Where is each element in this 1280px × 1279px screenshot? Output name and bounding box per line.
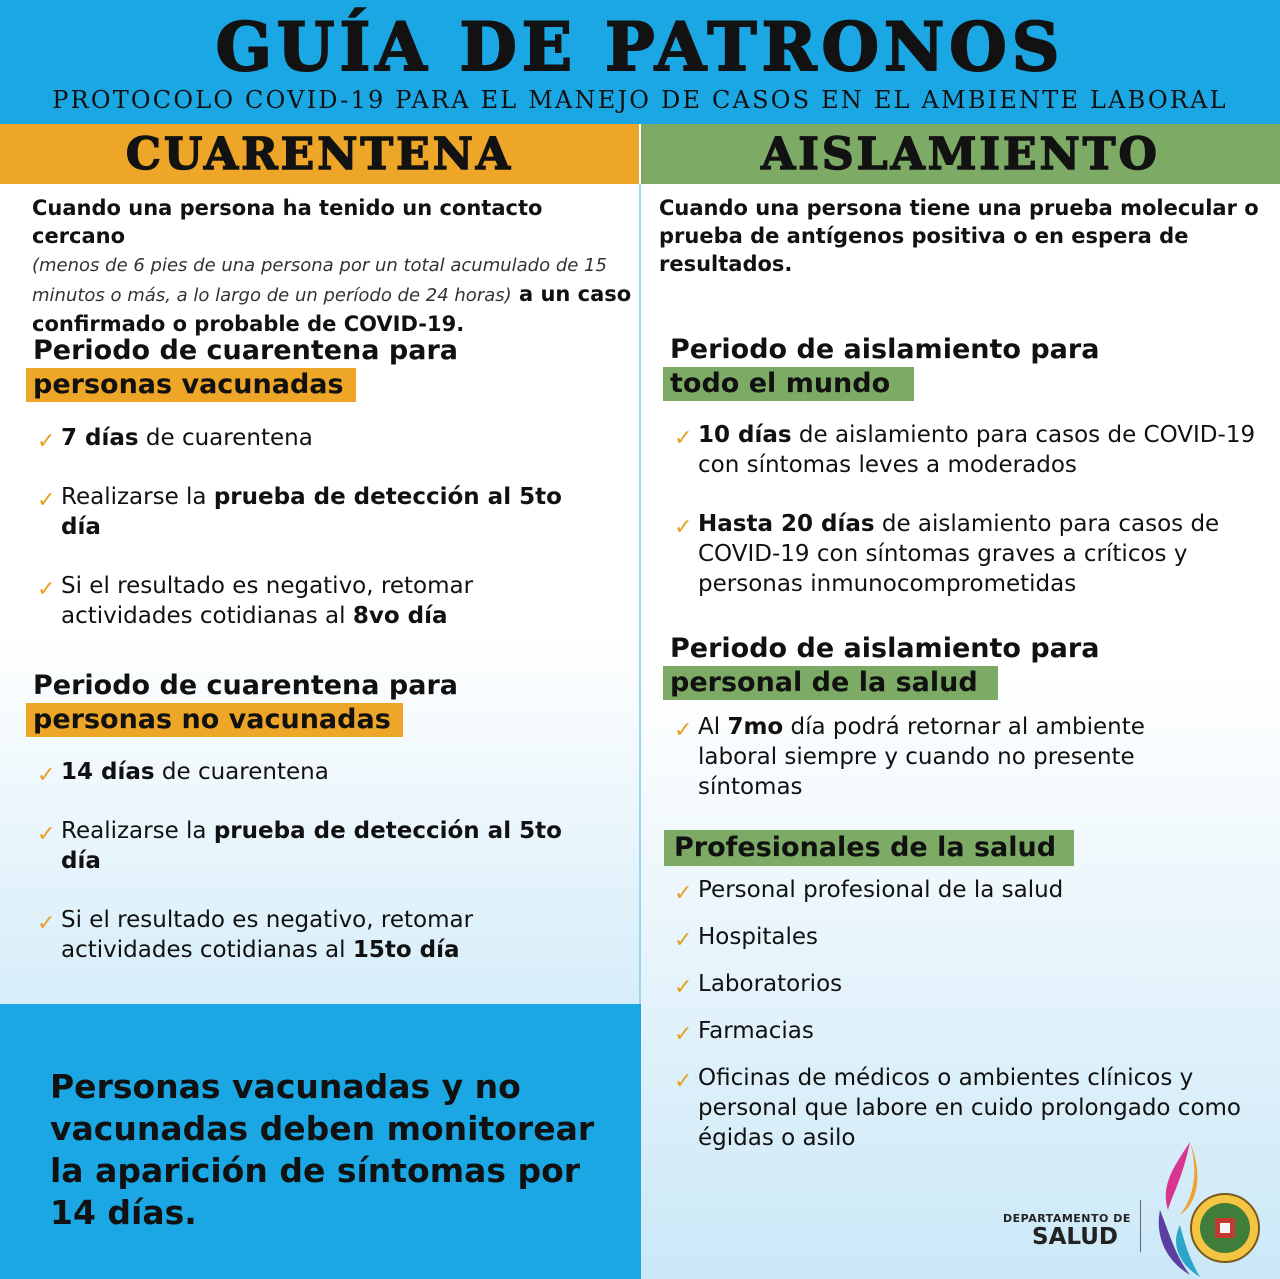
bold-text: prueba de detección al 5to día bbox=[61, 818, 562, 874]
intro-lead: Cuando una persona ha tenido un contacto cercano bbox=[32, 196, 543, 248]
list-item bbox=[33, 482, 593, 542]
list-item bbox=[33, 423, 593, 453]
list-item bbox=[670, 420, 1260, 480]
item-text: de aislamiento para casos de COVID-19 con síntomas graves a críticos y personas inmunocomprometidas bbox=[698, 511, 1220, 597]
section-title-line1: Periodo de cuarentena para bbox=[33, 335, 458, 366]
footer-message: Personas vacunadas y no vacunadas deben monitorear la aparición de síntomas por 14 días. bbox=[50, 1067, 595, 1232]
check-icon: ✓ bbox=[674, 928, 693, 953]
no-vacunadas-section-title bbox=[33, 669, 458, 737]
list-item bbox=[33, 816, 593, 876]
item-text: Si el resultado es negativo, retomar actividades cotidianas al bbox=[61, 907, 474, 963]
no-vacunadas-list bbox=[33, 757, 593, 965]
list-item bbox=[670, 922, 1250, 952]
check-icon: ✓ bbox=[37, 763, 56, 788]
header-banner bbox=[0, 0, 1280, 124]
item-text: de cuarentena bbox=[138, 425, 313, 451]
logo-separator bbox=[1140, 1200, 1141, 1252]
item-text: Realizarse la bbox=[61, 484, 214, 510]
logo-name-text: SALUD bbox=[1032, 1224, 1118, 1250]
bold-text: 10 días bbox=[698, 422, 792, 448]
list-item bbox=[33, 757, 593, 787]
bold-text: Hasta 20 días bbox=[698, 511, 875, 537]
section-title-highlight: todo el mundo bbox=[663, 367, 914, 401]
intro-tail: a un caso confirmado o probable de COVID-19. bbox=[32, 282, 632, 336]
bold-text: prueba de detección al 5to día bbox=[61, 484, 562, 540]
item-text: Laboratorios bbox=[698, 971, 843, 997]
section-title-line1: Periodo de aislamiento para bbox=[670, 633, 1100, 664]
check-icon: ✓ bbox=[37, 911, 56, 936]
todo-mundo-list bbox=[670, 420, 1260, 599]
personal-salud-list bbox=[670, 712, 1170, 802]
page-subtitle: PROTOCOLO COVID-19 PARA EL MANEJO DE CASOS EN EL AMBIENTE LABORAL bbox=[52, 86, 1228, 114]
profesionales-list bbox=[670, 875, 1250, 1153]
list-item bbox=[670, 509, 1260, 599]
aislamiento-heading: AISLAMIENTO bbox=[641, 124, 1280, 184]
section-title-highlight: personas no vacunadas bbox=[26, 703, 403, 737]
item-text: Al bbox=[698, 714, 728, 740]
todo-mundo-section-title bbox=[670, 333, 1099, 401]
personal-salud-section-title bbox=[670, 632, 1099, 700]
check-icon: ✓ bbox=[37, 822, 56, 847]
bold-text: 14 días bbox=[61, 759, 155, 785]
bold-text: 7mo bbox=[727, 714, 784, 740]
section-title-highlight: personal de la salud bbox=[663, 666, 998, 700]
item-text: Oficinas de médicos o ambientes clínicos y personal que labore en cuido prolongado como égidas o asilo bbox=[698, 1065, 1242, 1151]
item-text: día podrá retornar al ambiente laboral siempre y cuando no presente síntomas bbox=[698, 714, 1145, 800]
footer-box bbox=[0, 1004, 641, 1279]
check-icon: ✓ bbox=[37, 577, 56, 602]
puerto-rico-seal-icon bbox=[1150, 1140, 1270, 1279]
check-icon: ✓ bbox=[674, 426, 693, 451]
list-item bbox=[670, 1016, 1250, 1046]
check-icon: ✓ bbox=[674, 515, 693, 540]
page-title: GUÍA DE PATRONOS bbox=[215, 8, 1065, 86]
check-icon: ✓ bbox=[37, 429, 56, 454]
list-item bbox=[670, 875, 1250, 905]
check-icon: ✓ bbox=[674, 1069, 693, 1094]
check-icon: ✓ bbox=[674, 1022, 693, 1047]
check-icon: ✓ bbox=[674, 881, 693, 906]
intro-italic: (menos de 6 pies de una persona por un total acumulado de 15 minutos o más, a lo largo de un período de 24 horas) bbox=[32, 255, 607, 306]
list-item bbox=[670, 712, 1170, 802]
section-title-highlight: personas vacunadas bbox=[26, 368, 356, 402]
list-item bbox=[33, 571, 593, 631]
cuarentena-intro bbox=[32, 194, 632, 338]
item-text: Farmacias bbox=[698, 1018, 814, 1044]
item-text: Si el resultado es negativo, retomar actividades cotidianas al bbox=[61, 573, 474, 629]
item-text: Personal profesional de la salud bbox=[698, 877, 1064, 903]
bold-text: 7 días bbox=[61, 425, 139, 451]
check-icon: ✓ bbox=[674, 718, 693, 743]
list-item bbox=[33, 905, 593, 965]
section-title-line1: Periodo de cuarentena para bbox=[33, 670, 458, 701]
departamento-salud-logo bbox=[1000, 1140, 1280, 1279]
profesionales-section-title bbox=[664, 830, 1074, 866]
bold-text: 8vo día bbox=[352, 603, 448, 629]
vacunadas-section-title bbox=[33, 334, 458, 402]
section-title-highlight: Profesionales de la salud bbox=[664, 830, 1074, 866]
check-icon: ✓ bbox=[674, 975, 693, 1000]
bold-text: 15to día bbox=[352, 937, 460, 963]
check-icon: ✓ bbox=[37, 488, 56, 513]
cuarentena-heading: CUARENTENA bbox=[0, 124, 639, 184]
item-text: de cuarentena bbox=[154, 759, 329, 785]
logo-dept-text: DEPARTAMENTO DE bbox=[1003, 1212, 1131, 1225]
item-text: de aislamiento para casos de COVID-19 con síntomas leves a moderados bbox=[698, 422, 1256, 478]
list-item bbox=[670, 969, 1250, 999]
vacunadas-list bbox=[33, 423, 593, 631]
section-title-line1: Periodo de aislamiento para bbox=[670, 334, 1100, 365]
column-divider bbox=[639, 184, 641, 1004]
aislamiento-intro: Cuando una persona tiene una prueba molecular o prueba de antígenos positiva o en espera de resultados. bbox=[659, 196, 1259, 276]
item-text: Realizarse la bbox=[61, 818, 214, 844]
item-text: Hospitales bbox=[698, 924, 818, 950]
